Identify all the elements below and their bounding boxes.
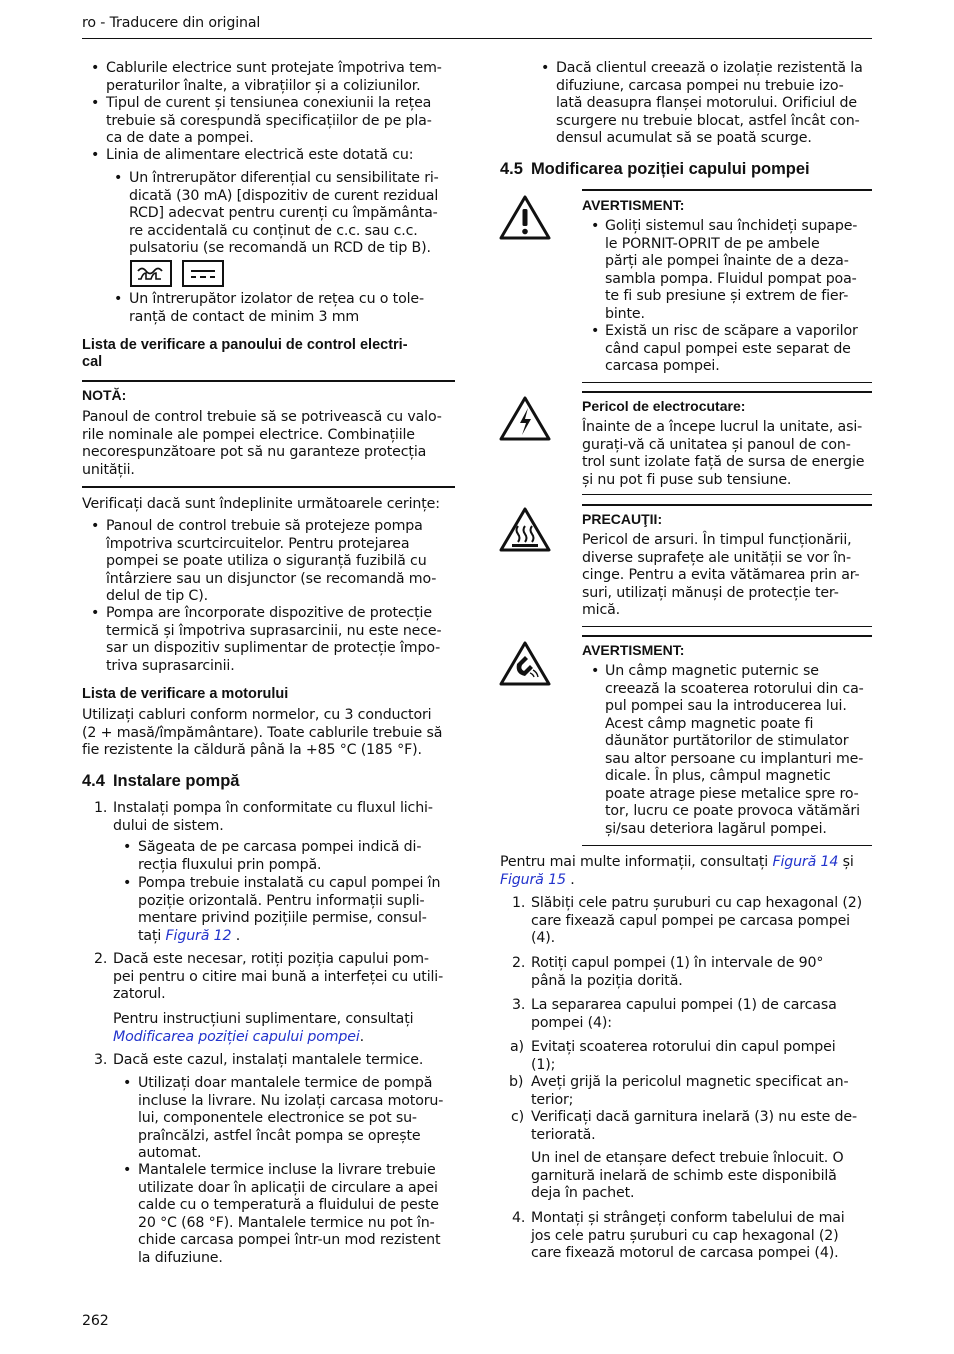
bullet-marker: • xyxy=(114,291,123,307)
electric-hazard-icon xyxy=(499,395,551,441)
bullet-marker: • xyxy=(123,1162,132,1178)
bullet-marker: • xyxy=(123,875,132,891)
electric-title: Pericol de electrocutare: xyxy=(582,398,746,414)
step-3: Dacă este cazul, instalați mantalele termice. xyxy=(113,1052,424,1068)
rcd-dc-icon xyxy=(182,260,224,287)
warning-triangle-icon xyxy=(499,194,551,240)
bullet-marker: • xyxy=(123,1075,132,1091)
step-2-more: Pentru instrucțiuni suplimentare, consultați Modificarea poziției capului pompei. xyxy=(113,1011,414,1045)
list-item: Panoul de control trebuie să protejeze pompa împotriva scurtcircuitelor. Pentru protejarea pompei se poate utiliza o siguranță fuzibilă cu întârziere sau un disjunctor (se recomandă mo- delul de tip C). xyxy=(106,518,437,604)
warning1-title: AVERTISMENT: xyxy=(582,197,685,213)
list-item: Tipul de curent și tensiunea conexiunii la rețea trebuie să corespundă specificațiilor de pe pla- ca de date a pompei. xyxy=(106,95,432,146)
bullet-marker: • xyxy=(91,60,100,76)
step-number: 1. xyxy=(512,895,526,911)
step-2: Dacă este necesar, rotiți poziția capului pom- pei pentru o citire mai bună a interfeței cu utili- zatorul. xyxy=(113,951,444,1002)
warning2-top-rule xyxy=(582,635,872,637)
bullet-marker: • xyxy=(91,605,100,621)
electric-text: Înainte de a începe lucrul la unitate, asi- gurați-vă că unitatea și panoul de con- trol sunt izolate față de sursa de energie și nu pot fi puse sub tensiune. xyxy=(582,419,865,488)
rcd-ac-pulse-icon xyxy=(130,260,172,287)
page-number: 262 xyxy=(82,1313,109,1329)
step-number: 2. xyxy=(94,951,108,967)
warning2-title: AVERTISMENT: xyxy=(582,642,685,658)
bullet-marker: • xyxy=(591,663,600,679)
figure-15-link[interactable]: Figură 15 xyxy=(500,871,566,888)
bullet-marker: • xyxy=(591,323,600,339)
warning2-bottom-rule xyxy=(582,845,872,846)
list-item: Cablurile electrice sunt protejate împotriva tem- peraturilor înalte, a vibrațiilor și a coliziunilor. xyxy=(106,60,442,94)
section-heading-4-4: 4.4 Instalare pompă xyxy=(82,772,240,790)
list-item: Săgeata de pe carcasa pompei indică di- recția fluxului prin pompă. xyxy=(138,839,422,873)
header-rule xyxy=(82,38,872,39)
caution-text: Pericol de arsuri. În timpul funcționării, diverse suprafețe ale unității se vor în- cinge. Pentru a evita vătămarea prin ar- suri, utilizați mănuși de protecție ter- mică. xyxy=(582,532,860,618)
step-2: Rotiți capul pompei (1) în intervale de 90° până la poziția dorită. xyxy=(531,955,824,989)
substep-letter: c) xyxy=(511,1109,525,1125)
warning1-top-rule xyxy=(582,189,872,191)
verify-intro: Verificați dacă sunt îndeplinite următoarele cerințe: xyxy=(82,496,440,512)
more-info: Pentru mai multe informații, consultați Figură 14 și Figură 15 . xyxy=(500,854,854,888)
page-header-title: ro - Traducere din original xyxy=(82,15,261,31)
step-1: Instalați pompa în conformitate cu fluxul lichi- dului de sistem. xyxy=(113,800,433,834)
substep-c: Verificați dacă garnitura inelară (3) nu este de- teriorată. xyxy=(531,1109,857,1143)
figure-12-link[interactable]: Figură 12 xyxy=(165,927,232,944)
step-4: Montați și strângeți conform tabelului de mai jos cele patru șuruburi cu cap hexagonal (2) care fixează motorul de carcasa pompei (4). xyxy=(531,1210,845,1261)
list-item-rcd: Un întrerupător diferențial cu sensibilitate ri- dicată (30 mA) [dispozitiv de curent rezidual RCD] adecvat pentru curenți cu împământa- re accidentală cu conținut de c.c. sau c.c. pulsatoriu (se recomandă un RCD de tip B). xyxy=(129,170,439,256)
list-item: Goliți sistemul sau închideți supape- le PORNIT-OPRIT de pe ambele părți ale pompei înainte de a deza- sambla pompa. Fluidul pompat poa- te fi sub presiune și extrem de fier- binte. xyxy=(605,218,858,322)
caution-title: PRECAUŢII: xyxy=(582,511,663,527)
warning1-bottom-rule xyxy=(582,382,872,383)
section-heading-4-5: 4.5 Modificarea poziției capului pompei xyxy=(500,160,810,178)
note-title: NOTĂ: xyxy=(82,387,127,403)
bullet-marker: • xyxy=(114,170,123,186)
step-number: 3. xyxy=(512,997,526,1013)
substep-letter: b) xyxy=(509,1074,524,1090)
list-item: Linia de alimentare electrică este dotată cu: xyxy=(106,147,414,163)
checklist-panel-heading: Lista de verificare a panoului de control electri- cal xyxy=(82,337,408,370)
step-number: 2. xyxy=(512,955,526,971)
bullet-marker: • xyxy=(91,95,100,111)
note-top-rule xyxy=(82,380,455,382)
list-item: Dacă clientul creează o izolație rezistentă la difuziune, carcasa pompei nu trebuie izo- lată deasupra flanșei motorului. Orificiul de scurgere nu trebuie blocat, astfel încât con- densul acumulat să se poată scurge. xyxy=(556,60,863,146)
list-item: Pompa are încorporate dispozitive de protecție termică și împotriva suprasarcinii, nu este nece- sar un dispozitiv suplimentar de protecție împo- triva suprasarcinii. xyxy=(106,605,442,674)
bullet-marker: • xyxy=(123,839,132,855)
list-item: Pompa trebuie instalată cu capul pompei în poziție orizontală. Pentru informații supli- mentare privind pozițiile permise, consul- tați Figură 12 . xyxy=(138,875,441,944)
step-number: 3. xyxy=(94,1052,108,1068)
note-text: Panoul de control trebuie să se potrivească cu valo- rile nominale ale pompei electrice. Combinațiile necorespunzătoare pot să nu garanteze protecția unității. xyxy=(82,409,442,478)
step-number: 4. xyxy=(512,1210,526,1226)
step-1: Slăbiți cele patru șuruburi cu cap hexagonal (2) care fixează capul pompei pe carcasa pompei (4). xyxy=(531,895,862,946)
bullet-marker: • xyxy=(91,147,100,163)
list-item: Un câmp magnetic puternic se creează la scoaterea rotorului din ca- pul pompei sau la introducerea lui. Acest câmp magnetic poate fi dăunător purtătorilor de stimulator sau altor persoane cu implanturi me- dicale. În plus, câmpul magnetic poate atrage piese metalice spre ro- tor, lucru ce poate provoca vătămări și/sau deteriora lagărul pompei. xyxy=(605,663,864,837)
step-3: La separarea capului pompei (1) de carcasa pompei (4): xyxy=(531,997,837,1031)
substep-b: Aveți grijă la pericolul magnetic specificat an- terior; xyxy=(531,1074,849,1108)
substep-letter: a) xyxy=(510,1039,524,1055)
caution-bottom-rule xyxy=(582,626,872,627)
list-item-isolator: Un întrerupător izolator de rețea cu o tole- ranță de contact de minim 3 mm xyxy=(129,291,424,325)
step-number: 1. xyxy=(94,800,108,816)
motor-text: Utilizați cabluri conform normelor, cu 3 conductori (2 + masă/împământare). Toate cablurile trebuie să fie rezistente la căldură până la +85 °C (185 °F). xyxy=(82,707,443,758)
motor-checklist-heading: Lista de verificare a motorului xyxy=(82,686,289,702)
section-4-5-link[interactable]: Modificarea poziției capului pompei xyxy=(113,1028,360,1045)
bullet-marker: • xyxy=(541,60,550,76)
bullet-marker: • xyxy=(91,518,100,534)
note-bottom-rule xyxy=(82,486,455,488)
ring-note: Un inel de etanșare defect trebuie înlocuit. O garnitură inelară de schimb este disponibilă deja în pachet. xyxy=(531,1150,844,1201)
caution-top-rule xyxy=(582,504,872,506)
bullet-marker: • xyxy=(591,218,600,234)
list-item: Există un risc de scăpare a vaporilor când capul pompei este separat de carcasa pompei. xyxy=(605,323,858,374)
electric-bottom-rule xyxy=(582,494,872,495)
figure-14-link[interactable]: Figură 14 xyxy=(772,854,839,870)
list-item: Mantalele termice incluse la livrare trebuie utilizate doar în aplicații de circulare a apei calde cu o temperatură a fluidului de peste 20 °C (68 °F). Mantalele termice nu pot în- chide carcasa pompei într-un mod rezistent la difuziune. xyxy=(138,1162,441,1266)
hot-surface-icon xyxy=(499,506,551,552)
magnetic-field-icon xyxy=(499,640,551,686)
list-item: Utilizați doar mantalele termice de pompă incluse la livrare. Nu izolați carcasa motoru- lui, componentele electronice se pot su- praîncălzi, astfel încât pompa se oprește automat. xyxy=(138,1075,444,1161)
electric-top-rule xyxy=(582,391,872,393)
substep-a: Evitați scoaterea rotorului din capul pompei (1); xyxy=(531,1039,836,1073)
